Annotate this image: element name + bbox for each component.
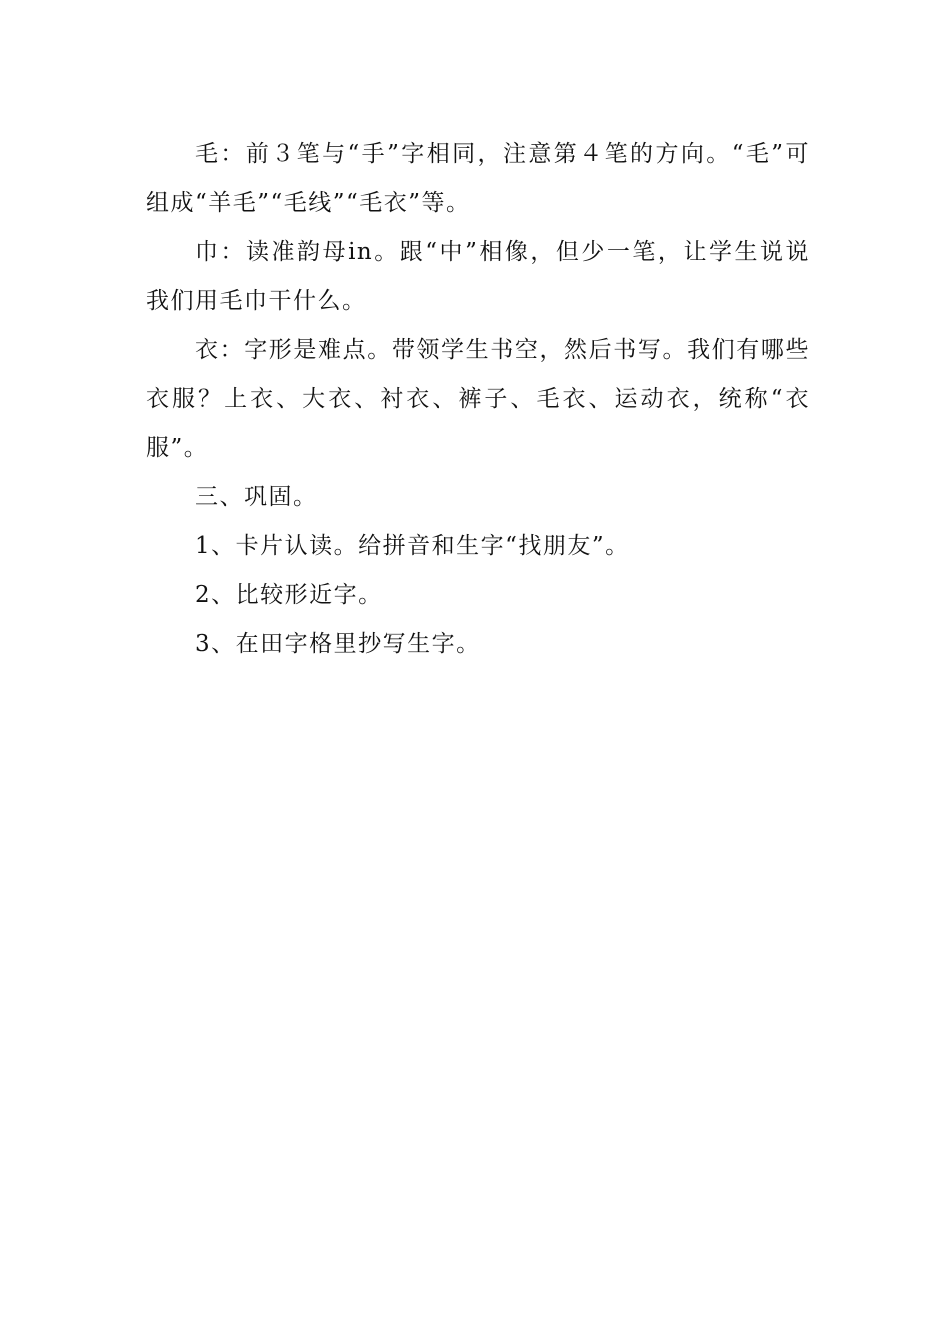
- list-item-2: 2、比较形近字。: [195, 582, 383, 608]
- document-body: [146, 130, 810, 669]
- paragraph-mao: 毛：前３笔与“手”字相同，注意第４笔的方向。“毛”可组成“羊毛”“毛线”“毛衣”等。: [146, 141, 810, 216]
- paragraph-yi: 衣：字形是难点。带领学生书空，然后书写。我们有哪些衣服？上衣、大衣、衬衣、裤子、毛衣、运动衣，统称“衣服”。: [146, 337, 810, 461]
- list-item-1: 1、卡片认读。给拼音和生字“找朋友”。: [195, 533, 630, 559]
- paragraph-jin: 巾：读准韵母in。跟“中”相像，但少一笔，让学生说说我们用毛巾干什么。: [146, 239, 810, 314]
- list-item-3: 3、在田字格里抄写生字。: [195, 631, 481, 657]
- section-heading-consolidate: 三、巩固。: [195, 484, 318, 510]
